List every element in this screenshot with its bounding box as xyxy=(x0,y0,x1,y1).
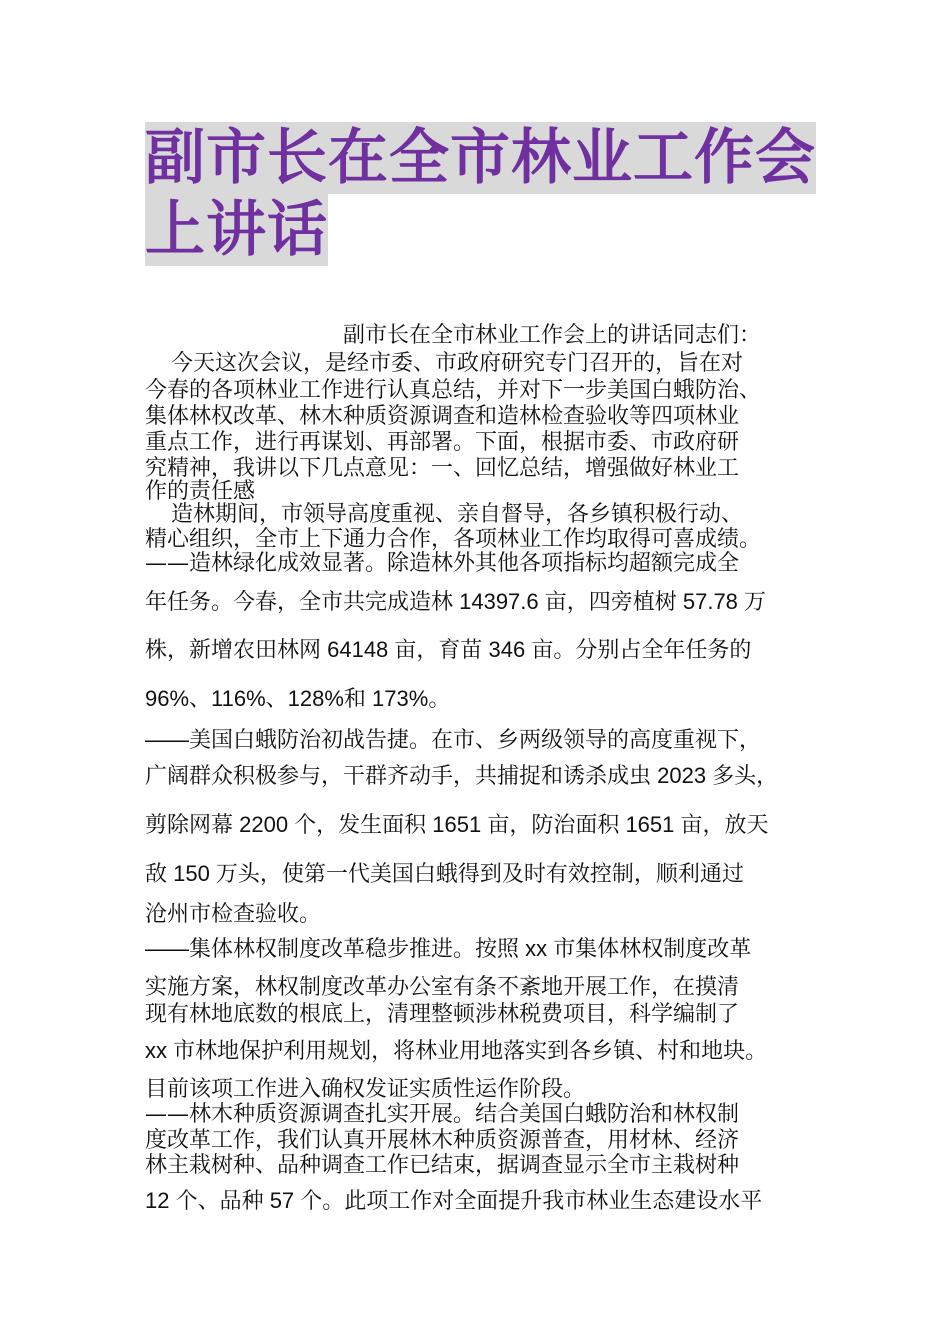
body-line: 作的责任感 xyxy=(145,479,256,504)
body-line: 副市长在全市林业工作会上的讲话同志们： xyxy=(343,323,762,348)
body-line: xx 市林地保护利用规划，将林业用地落实到各乡镇、村和地块。 xyxy=(145,1038,768,1063)
body-line: 造林期间，市领导高度重视、亲自督导，各乡镇积极行动、 xyxy=(171,502,744,527)
body-line: 目前该项工作进入确权发证实质性运作阶段。 xyxy=(145,1077,586,1102)
body-line: 度改革工作，我们认真开展林木种质资源普查，用材林、经济 xyxy=(145,1128,740,1153)
body-line: 实施方案，林权制度改革办公室有条不紊地开展工作，在摸清 xyxy=(145,974,740,999)
body-line: ——造林绿化成效显著。除造林外其他各项指标均超额完成全 xyxy=(145,551,740,576)
body-line: 今春的各项林业工作进行认真总结，并对下一步美国白蛾防治、 xyxy=(145,378,762,403)
body-line: 剪除网幕 2200 个，发生面积 1651 亩，防治面积 1651 亩，放天 xyxy=(145,812,769,837)
title-line-2: 上讲话 xyxy=(145,195,328,265)
body-line: 究精神，我讲以下几点意见：一、回忆总结，增强做好林业工 xyxy=(145,456,740,481)
body-line: 株，新增农田林网 64148 亩，育苗 346 亩。分别占全年任务的 xyxy=(145,637,752,662)
body-line: ——集体林权制度改革稳步推进。按照 xx 市集体林权制度改革 xyxy=(145,936,752,961)
body-line: 96%、116%、128%和 173%。 xyxy=(145,686,451,711)
title-line-1: 副市长在全市林业工作会 xyxy=(145,123,816,193)
body-line: 林主栽树种、品种调查工作已结束，据调查显示全市主栽树种 xyxy=(145,1153,740,1178)
body-line: ——美国白蛾防治初战告捷。在市、乡两级领导的高度重视下， xyxy=(145,727,762,752)
body-line: 敌 150 万头，使第一代美国白蛾得到及时有效控制，顺利通过 xyxy=(145,861,744,886)
body-line: 现有林地底数的根底上，清理整顿涉林税费项目，科学编制了 xyxy=(145,1001,740,1026)
body-line: 精心组织，全市上下通力合作，各项林业工作均取得可喜成绩。 xyxy=(145,527,762,552)
body-line: 广阔群众积极参与，干群齐动手，共捕捉和诱杀成虫 2023 多头， xyxy=(145,763,779,788)
document-title xyxy=(145,122,845,266)
body-line: 重点工作，进行再谋划、再部署。下面，根据市委、市政府研 xyxy=(145,430,740,455)
body-line: 12 个、品种 57 个。此项工作对全面提升我市林业生态建设水平 xyxy=(145,1188,763,1213)
body-line: 沧州市检查验收。 xyxy=(145,901,322,926)
body-line: 集体林权改革、林木种质资源调查和造林检查验收等四项林业 xyxy=(145,404,740,429)
body-line: ——林木种质资源调查扎实开展。结合美国白蛾防治和林权制 xyxy=(145,1102,740,1127)
body-line: 今天这次会议，是经市委、市政府研究专门召开的，旨在对 xyxy=(171,351,744,376)
body-line: 年任务。今春，全市共完成造林 14397.6 亩，四旁植树 57.78 万 xyxy=(145,589,767,614)
